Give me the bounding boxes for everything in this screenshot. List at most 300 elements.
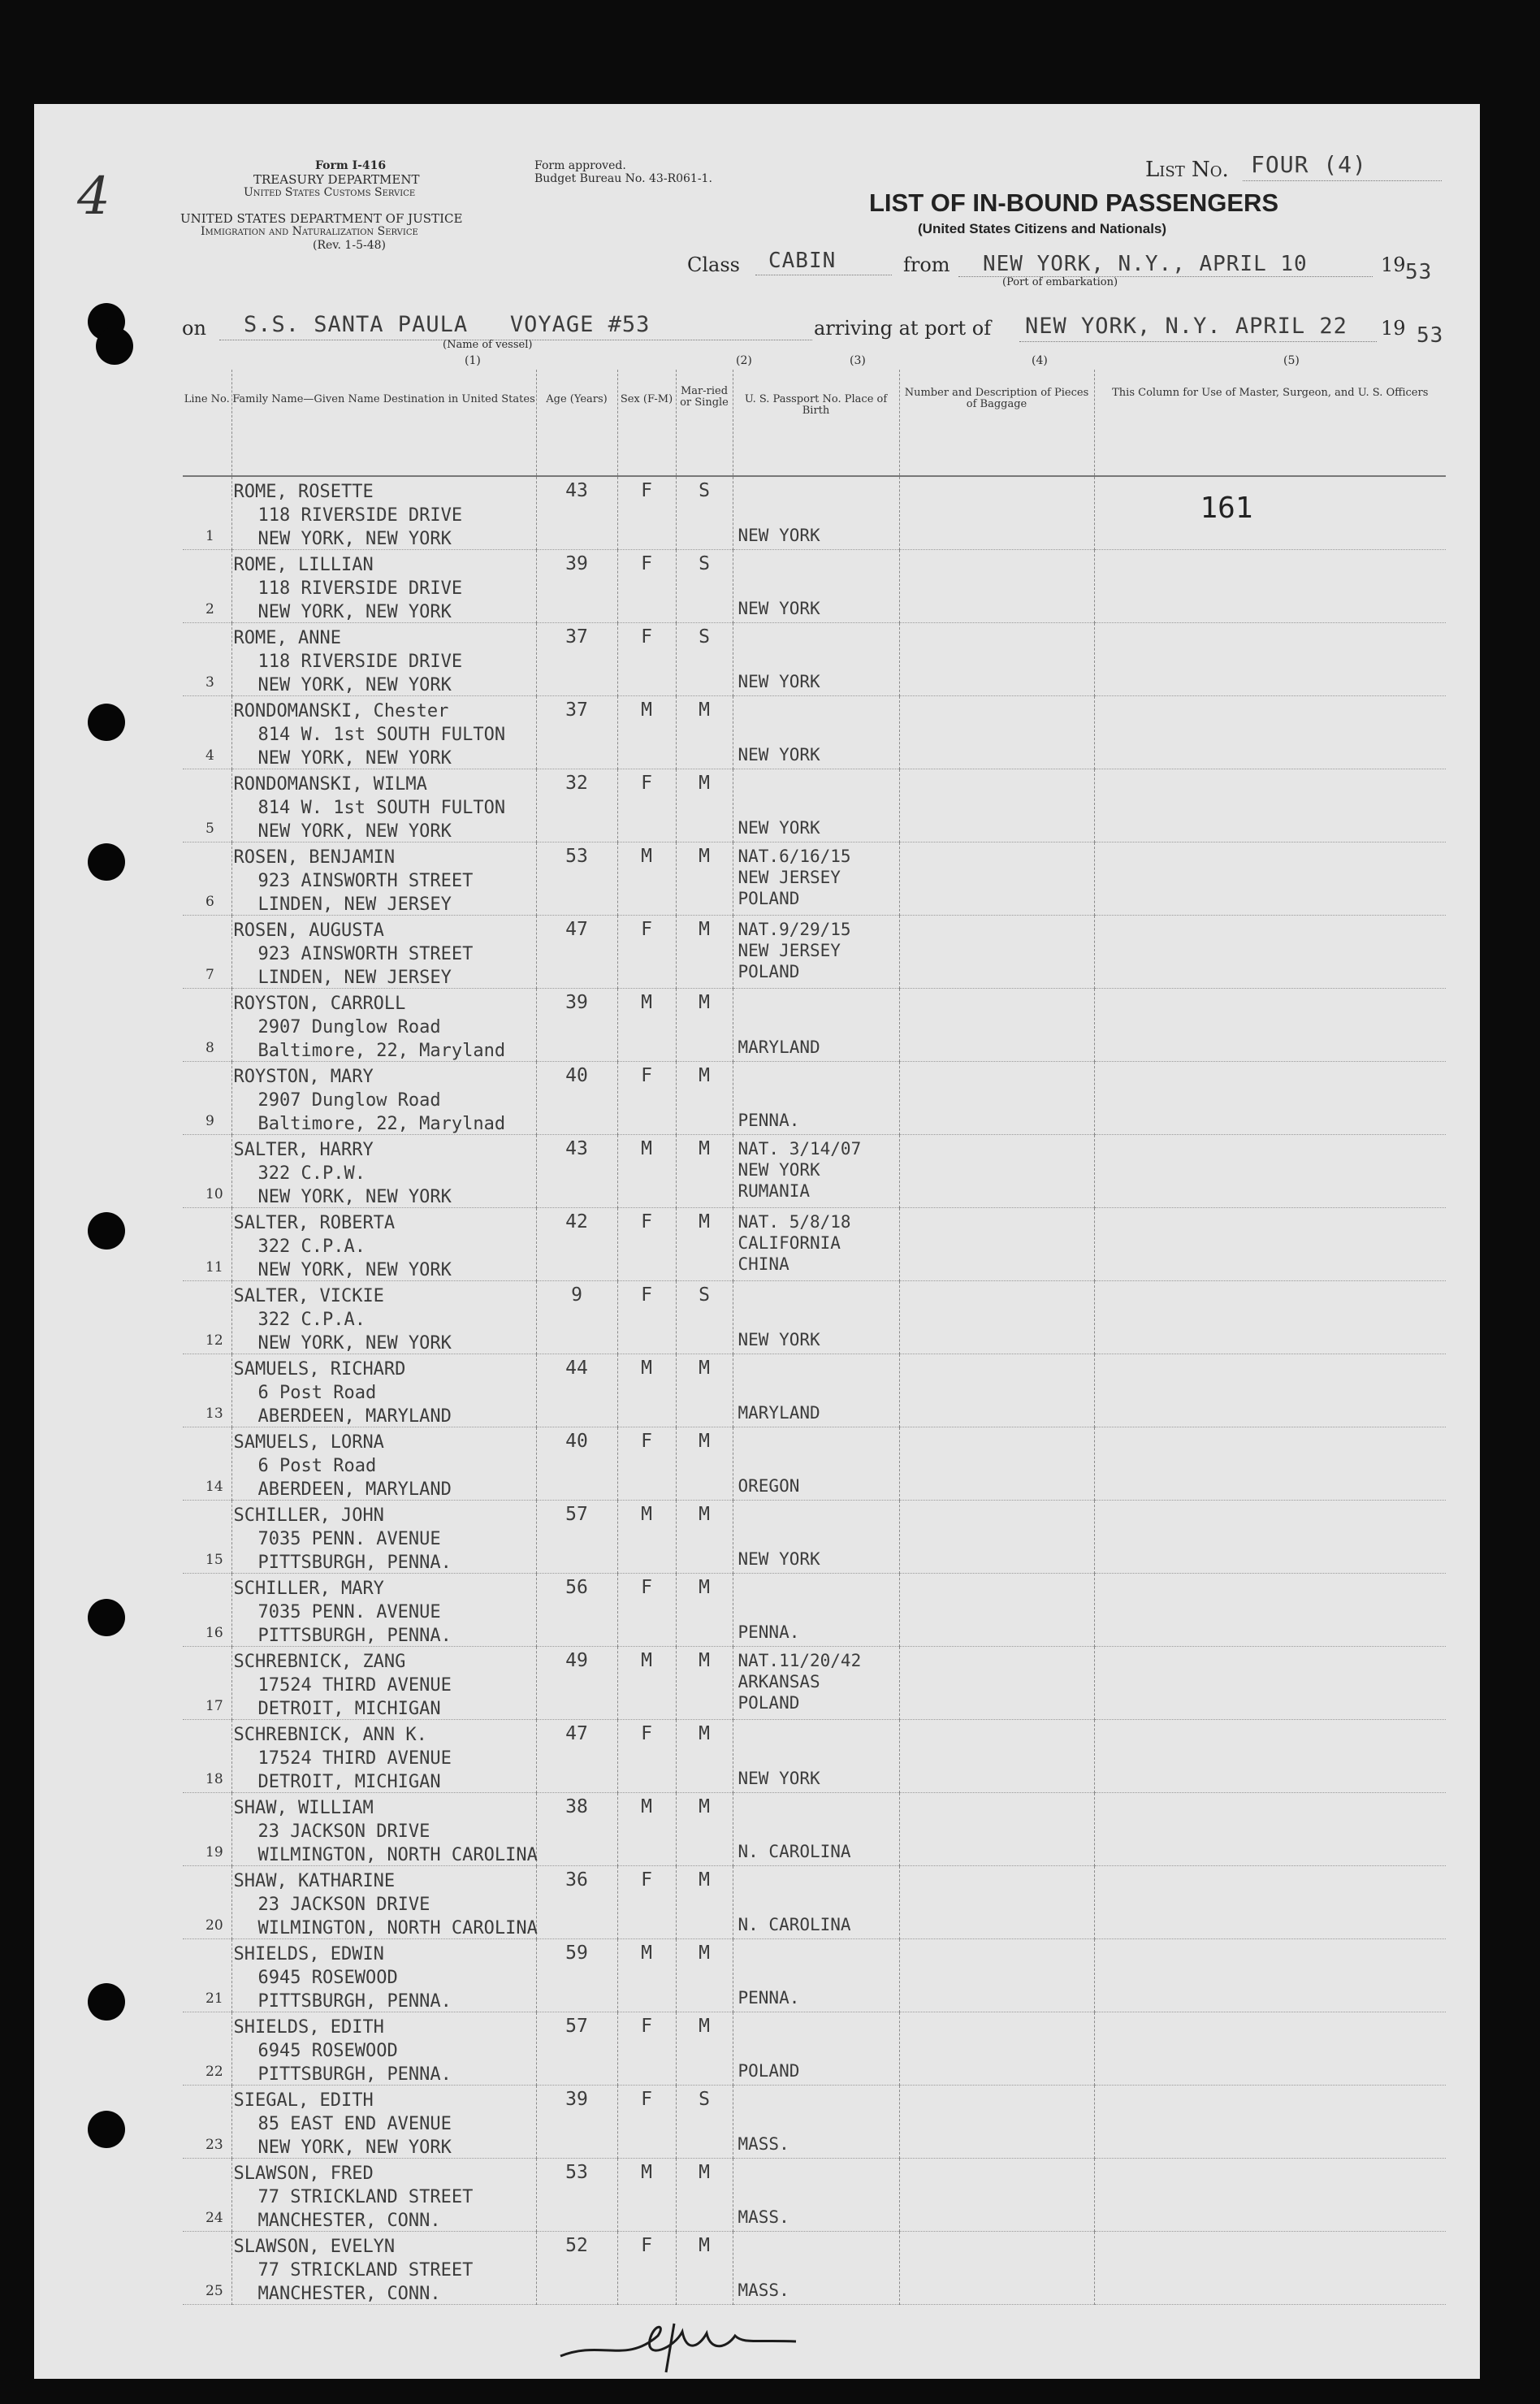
name-cell [231, 1135, 536, 1208]
line-cell [183, 916, 231, 989]
sex-value: F [641, 480, 652, 501]
table-row [183, 1354, 1446, 1427]
sex-value: M [641, 2162, 652, 2183]
line-cell [183, 1281, 231, 1354]
age-value: 49 [565, 1650, 588, 1671]
marital-value: S [699, 2089, 710, 2110]
sex-cell [617, 623, 676, 696]
name-cell [231, 1208, 536, 1281]
marital-value: M [699, 2162, 710, 2183]
officers-cell [1094, 1208, 1446, 1281]
line-number: 6 [205, 894, 214, 910]
marital-cell [676, 1135, 733, 1208]
vessel-note: (Name of vessel) [443, 339, 533, 351]
table-row [183, 2086, 1446, 2159]
table-row [183, 1720, 1446, 1793]
page-title: LIST OF IN-BOUND PASSENGERS [869, 188, 1279, 217]
passenger-name: ROYSTON, CARROLL [233, 994, 406, 1014]
name-cell [231, 476, 536, 550]
sex-value: F [641, 1723, 652, 1744]
passport-cell [733, 1208, 899, 1281]
age-cell [536, 1939, 617, 2012]
sex-cell [617, 989, 676, 1062]
sex-cell [617, 2086, 676, 2159]
age-value: 57 [565, 1504, 588, 1525]
sex-cell [617, 1281, 676, 1354]
baggage-cell [899, 1647, 1094, 1720]
sex-cell [617, 1354, 676, 1427]
officers-cell [1094, 1720, 1446, 1793]
table-row [183, 989, 1446, 1062]
marital-cell [676, 769, 733, 842]
marital-value: M [699, 2016, 710, 2037]
age-cell [536, 1427, 617, 1501]
marital-cell [676, 550, 733, 623]
officers-cell [1094, 476, 1446, 550]
officers-cell [1094, 1939, 1446, 2012]
sex-value: F [641, 553, 652, 574]
line-number: 20 [205, 1917, 223, 1934]
passport-cell [733, 623, 899, 696]
passport-cell [733, 842, 899, 916]
justice-dept: UNITED STATES DEPARTMENT OF JUSTICE [180, 211, 463, 226]
name-cell [231, 623, 536, 696]
line-number: 13 [205, 1406, 223, 1422]
table-row [183, 1574, 1446, 1647]
passenger-name: SCHREBNICK, ZANG [233, 1652, 406, 1672]
sex-cell [617, 1574, 676, 1647]
sex-cell [617, 1720, 676, 1793]
list-no-line [1243, 180, 1442, 181]
col-age: Age (Years) [536, 370, 617, 476]
marital-cell [676, 916, 733, 989]
passenger-name: RONDOMANSKI, Chester [233, 701, 449, 721]
sex-cell [617, 1647, 676, 1720]
punch-hole [88, 843, 125, 881]
class-label: Class [687, 253, 740, 276]
passport-cell [733, 1135, 899, 1208]
vessel-name: S.S. SANTA PAULA VOYAGE #53 [244, 312, 651, 337]
baggage-cell [899, 1866, 1094, 1939]
list-no-label: List No. [1145, 158, 1229, 182]
address-line-1: 322 C.P.W. [257, 1163, 366, 1184]
marital-value: M [699, 1650, 710, 1671]
marital-value: M [699, 1065, 710, 1086]
passenger-name: SIEGAL, EDITH [233, 2090, 374, 2111]
age-cell [536, 696, 617, 769]
officers-cell [1094, 769, 1446, 842]
on-label: on [182, 317, 206, 340]
age-value: 36 [565, 1869, 588, 1891]
place-of-birth: N. CAROLINA [738, 1842, 851, 1861]
address-line-2: NEW YORK, NEW YORK [257, 748, 452, 769]
sex-value: M [641, 1796, 652, 1817]
line-cell [183, 1427, 231, 1501]
baggage-cell [899, 1501, 1094, 1574]
age-value: 38 [565, 1796, 588, 1817]
sex-cell [617, 1866, 676, 1939]
sex-value: F [641, 773, 652, 794]
marital-cell [676, 1501, 733, 1574]
sex-value: M [641, 1943, 652, 1964]
address-line-2: LINDEN, NEW JERSEY [257, 894, 452, 915]
address-line-2: Baltimore, 22, Marylnad [257, 1114, 506, 1134]
sex-value: M [641, 992, 652, 1013]
place-of-birth: NEW YORK [738, 1769, 820, 1788]
marital-cell [676, 1208, 733, 1281]
name-cell [231, 1939, 536, 2012]
table-row [183, 1062, 1446, 1135]
address-line-2: NEW YORK, NEW YORK [257, 2138, 452, 2158]
age-cell [536, 1208, 617, 1281]
passenger-name: RONDOMANSKI, WILMA [233, 774, 427, 795]
address-line-2: DETROIT, MICHIGAN [257, 1772, 441, 1792]
line-number: 10 [205, 1186, 223, 1202]
age-cell [536, 1793, 617, 1866]
address-line-2: WILMINGTON, NORTH CAROLINA [257, 1918, 538, 1938]
col-num-4: (4) [1032, 354, 1048, 367]
officers-cell [1094, 1501, 1446, 1574]
arrival-value: NEW YORK, N.Y. APRIL 22 [1025, 314, 1348, 339]
punch-hole [88, 704, 125, 741]
sex-cell [617, 2012, 676, 2086]
customs-service: United States Customs Service [244, 186, 416, 199]
age-value: 56 [565, 1577, 588, 1598]
passport-naturalization: NAT.6/16/15 [738, 847, 851, 866]
line-number: 8 [205, 1040, 214, 1056]
marital-value: M [699, 1796, 710, 1817]
age-value: 42 [565, 1211, 588, 1232]
table-row [183, 2159, 1446, 2232]
address-line-1: 6 Post Road [257, 1456, 377, 1476]
sex-value: F [641, 2089, 652, 2110]
address-line-1: 23 JACKSON DRIVE [257, 1821, 430, 1842]
table-row [183, 2232, 1446, 2305]
age-cell [536, 1501, 617, 1574]
from-year: 53 [1405, 260, 1433, 284]
name-cell [231, 2232, 536, 2305]
baggage-cell [899, 1281, 1094, 1354]
line-number: 17 [205, 1698, 223, 1714]
officers-cell [1094, 2012, 1446, 2086]
place-of-birth: CHINA [738, 1254, 789, 1274]
table-row [183, 476, 1446, 550]
marital-cell [676, 1062, 733, 1135]
baggage-cell [899, 2232, 1094, 2305]
name-cell [231, 2012, 536, 2086]
budget-bureau: Budget Bureau No. 43-R061-1. [534, 172, 712, 185]
passport-cell [733, 696, 899, 769]
col-passport: U. S. Passport No. Place of Birth [733, 370, 899, 476]
baggage-cell [899, 769, 1094, 842]
marital-cell [676, 1866, 733, 1939]
name-cell [231, 2159, 536, 2232]
line-number: 16 [205, 1625, 223, 1641]
baggage-cell [899, 696, 1094, 769]
passport-cell [733, 1427, 899, 1501]
marital-value: M [699, 1431, 710, 1452]
line-cell [183, 1501, 231, 1574]
baggage-cell [899, 1208, 1094, 1281]
name-cell [231, 696, 536, 769]
officers-cell [1094, 2232, 1446, 2305]
officers-cell [1094, 1866, 1446, 1939]
marital-cell [676, 1354, 733, 1427]
passenger-table [183, 370, 1446, 2305]
list-no-value: FOUR (4) [1251, 151, 1367, 178]
address-line-1: 6945 ROSEWOOD [257, 2041, 398, 2061]
marital-cell [676, 1281, 733, 1354]
line-cell [183, 2232, 231, 2305]
baggage-cell [899, 2086, 1094, 2159]
passenger-name: SALTER, ROBERTA [233, 1213, 396, 1233]
name-cell [231, 2086, 536, 2159]
passenger-name: SCHILLER, MARY [233, 1579, 384, 1599]
address-line-2: ABERDEEN, MARYLAND [257, 1479, 452, 1500]
form-number: Form I-416 [315, 159, 387, 172]
address-line-2: DETROIT, MICHIGAN [257, 1699, 441, 1719]
passport-naturalization: NAT. 5/8/18 [738, 1212, 851, 1232]
line-number: 3 [205, 674, 214, 691]
address-line-2: PITTSBURGH, PENNA. [257, 1991, 452, 2012]
table-row [183, 916, 1446, 989]
address-line-2: NEW YORK, NEW YORK [257, 1187, 452, 1207]
passport-cell [733, 1720, 899, 1793]
line-cell [183, 696, 231, 769]
sex-value: F [641, 1065, 652, 1086]
sex-cell [617, 1793, 676, 1866]
col-officers: This Column for Use of Master, Surgeon, and U. S. Officers [1094, 370, 1446, 476]
marital-cell [676, 1720, 733, 1793]
line-cell [183, 989, 231, 1062]
passport-cell [733, 989, 899, 1062]
line-cell [183, 1135, 231, 1208]
line-number: 7 [205, 967, 214, 983]
officers-cell [1094, 623, 1446, 696]
baggage-cell [899, 623, 1094, 696]
name-cell [231, 1281, 536, 1354]
baggage-cell [899, 1939, 1094, 2012]
sex-cell [617, 550, 676, 623]
line-cell [183, 1866, 231, 1939]
address-line-1: 118 RIVERSIDE DRIVE [257, 652, 463, 672]
marital-cell [676, 2012, 733, 2086]
marital-cell [676, 1793, 733, 1866]
officers-cell [1094, 2086, 1446, 2159]
sex-cell [617, 2159, 676, 2232]
line-cell [183, 476, 231, 550]
marital-value: M [699, 1138, 710, 1159]
baggage-cell [899, 1427, 1094, 1501]
line-cell [183, 1793, 231, 1866]
passenger-name: SHIELDS, EDWIN [233, 1944, 384, 1964]
col-married: Mar-ried or Single [676, 370, 733, 476]
age-value: 59 [565, 1943, 588, 1964]
place-of-birth: PENNA. [738, 1988, 800, 2008]
table-row [183, 1793, 1446, 1866]
address-line-2: NEW YORK, NEW YORK [257, 821, 452, 842]
officers-cell [1094, 1135, 1446, 1208]
age-value: 47 [565, 1723, 588, 1744]
officers-cell [1094, 550, 1446, 623]
passport-place: CALIFORNIA [738, 1233, 841, 1253]
address-line-2: NEW YORK, NEW YORK [257, 602, 452, 622]
age-cell [536, 1720, 617, 1793]
marital-value: M [699, 1723, 710, 1744]
age-cell [536, 1354, 617, 1427]
age-value: 53 [565, 846, 588, 867]
sex-value: F [641, 2016, 652, 2037]
line-cell [183, 1208, 231, 1281]
age-cell [536, 769, 617, 842]
marital-value: M [699, 846, 710, 867]
marital-value: M [699, 1211, 710, 1232]
marital-value: M [699, 773, 710, 794]
sex-cell [617, 769, 676, 842]
line-cell [183, 2159, 231, 2232]
sex-cell [617, 696, 676, 769]
age-cell [536, 550, 617, 623]
line-cell [183, 769, 231, 842]
age-value: 40 [565, 1431, 588, 1452]
revision: (Rev. 1-5-48) [313, 239, 386, 252]
baggage-cell [899, 1793, 1094, 1866]
age-cell [536, 1647, 617, 1720]
age-cell [536, 916, 617, 989]
sex-value: F [641, 1869, 652, 1891]
name-cell [231, 1501, 536, 1574]
age-cell [536, 476, 617, 550]
officers-cell [1094, 696, 1446, 769]
address-line-1: 814 W. 1st SOUTH FULTON [257, 798, 506, 818]
passenger-name: ROME, ROSETTE [233, 482, 374, 502]
address-line-1: 2907 Dunglow Road [257, 1017, 441, 1037]
baggage-cell [899, 1720, 1094, 1793]
marital-value: M [699, 1869, 710, 1891]
address-line-1: 85 EAST END AVENUE [257, 2114, 452, 2134]
passport-place: NEW YORK [738, 1160, 820, 1180]
address-line-1: 322 C.P.A. [257, 1310, 366, 1330]
line-number: 2 [205, 601, 214, 617]
marital-cell [676, 842, 733, 916]
table-row [183, 1281, 1446, 1354]
arrival-year: 53 [1417, 323, 1444, 348]
name-cell [231, 916, 536, 989]
passenger-name: SAMUELS, RICHARD [233, 1359, 406, 1380]
marital-cell [676, 1647, 733, 1720]
officers-cell [1094, 1647, 1446, 1720]
marital-cell [676, 623, 733, 696]
line-cell [183, 2086, 231, 2159]
table-row [183, 696, 1446, 769]
marital-cell [676, 2086, 733, 2159]
place-of-birth: NEW YORK [738, 745, 820, 765]
age-cell [536, 2012, 617, 2086]
address-line-1: 2907 Dunglow Road [257, 1090, 441, 1111]
address-line-2: WILMINGTON, NORTH CAROLINA [257, 1845, 538, 1865]
col-sex: Sex (F-M) [617, 370, 676, 476]
age-value: 53 [565, 2162, 588, 2183]
place-of-birth: POLAND [738, 1693, 800, 1713]
age-cell [536, 989, 617, 1062]
immigration-service: Immigration and Naturalization Service [201, 225, 418, 238]
sex-value: M [641, 1650, 652, 1671]
address-line-2: PITTSBURGH, PENNA. [257, 1626, 452, 1646]
table-row [183, 550, 1446, 623]
passenger-name: ROYSTON, MARY [233, 1067, 374, 1087]
age-cell [536, 842, 617, 916]
age-cell [536, 2159, 617, 2232]
col-line: Line No. [183, 370, 231, 476]
place-of-birth: MARYLAND [738, 1037, 820, 1057]
marital-value: S [699, 480, 710, 501]
marital-value: M [699, 1577, 710, 1598]
age-cell [536, 2086, 617, 2159]
address-line-2: ABERDEEN, MARYLAND [257, 1406, 452, 1427]
sex-cell [617, 842, 676, 916]
passport-cell [733, 1866, 899, 1939]
passport-place: NEW JERSEY [738, 941, 841, 960]
table-row [183, 769, 1446, 842]
signature [552, 2291, 812, 2380]
officer-number: 161 [1200, 492, 1253, 525]
place-of-birth: MASS. [738, 2134, 789, 2154]
marital-value: M [699, 1358, 710, 1379]
passport-place: ARKANSAS [738, 1672, 820, 1691]
marital-value: M [699, 919, 710, 940]
table-row [183, 623, 1446, 696]
line-cell [183, 1574, 231, 1647]
officers-cell [1094, 2159, 1446, 2232]
col-num-2: (2) [736, 354, 752, 367]
address-line-2: PITTSBURGH, PENNA. [257, 2064, 452, 2085]
passport-naturalization: NAT. 3/14/07 [738, 1139, 862, 1159]
col-baggage: Number and Description of Pieces of Baggage [899, 370, 1094, 476]
age-value: 37 [565, 626, 588, 648]
table-row [183, 1208, 1446, 1281]
table-row [183, 842, 1446, 916]
line-number: 1 [205, 528, 214, 544]
marital-cell [676, 1939, 733, 2012]
marital-cell [676, 2159, 733, 2232]
sex-value: M [641, 1504, 652, 1525]
table-row [183, 1939, 1446, 2012]
marital-value: M [699, 992, 710, 1013]
officers-cell [1094, 1574, 1446, 1647]
address-line-2: MANCHESTER, CONN. [257, 2284, 441, 2304]
address-line-2: NEW YORK, NEW YORK [257, 1333, 452, 1354]
arriving-label: arriving at port of [814, 317, 992, 340]
address-line-1: 814 W. 1st SOUTH FULTON [257, 725, 506, 745]
name-cell [231, 1427, 536, 1501]
age-value: 39 [565, 2089, 588, 2110]
passport-cell [733, 2159, 899, 2232]
passenger-name: SCHILLER, JOHN [233, 1505, 384, 1526]
form-approved: Form approved. [534, 159, 626, 172]
age-value: 44 [565, 1358, 588, 1379]
table-row [183, 1866, 1446, 1939]
passenger-name: SALTER, VICKIE [233, 1286, 384, 1306]
passport-cell [733, 2012, 899, 2086]
sex-value: M [641, 846, 652, 867]
sex-value: F [641, 1577, 652, 1598]
place-of-birth: NEW YORK [738, 526, 820, 545]
baggage-cell [899, 1574, 1094, 1647]
line-number: 4 [205, 747, 214, 764]
from-year-prefix: 19 [1381, 253, 1406, 276]
address-line-1: 7035 PENN. AVENUE [257, 1529, 441, 1549]
sex-value: F [641, 1284, 652, 1306]
